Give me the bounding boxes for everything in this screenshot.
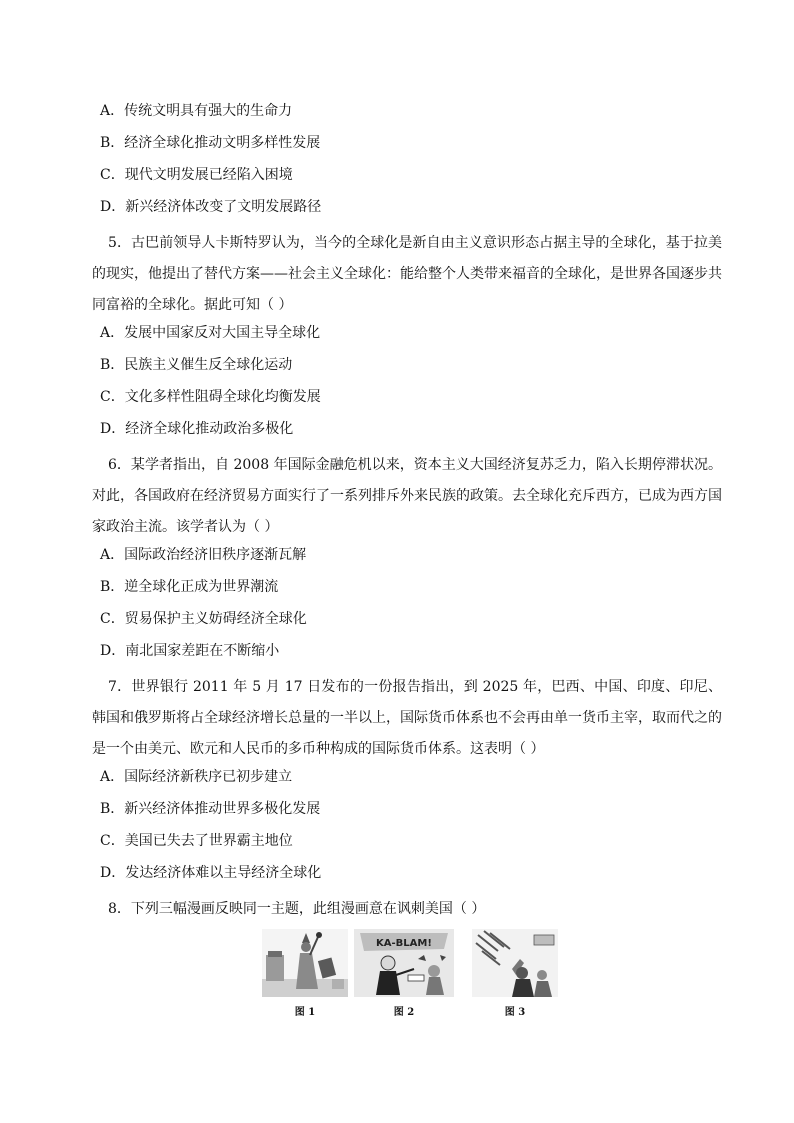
cartoon-1-image [262,929,348,997]
option-c: C．贸易保护主义妨碍经济全球化 [100,611,307,627]
cartoon-2-image [354,929,454,997]
option-a: A．国际经济新秩序已初步建立 [100,769,293,785]
prev-question-options [92,100,722,218]
cartoon-3-image [472,929,558,997]
option-d: D．经济全球化推动政治多极化 [100,421,294,437]
question-5 [92,228,722,440]
question-8 [92,894,722,925]
option-a: A．国际政治经济旧秩序逐渐瓦解 [100,547,307,563]
option-b: B．新兴经济体推动世界多极化发展 [100,801,321,817]
option-b: B．民族主义催生反全球化运动 [100,357,293,373]
question-stem: 6．某学者指出，自 2008 年国际金融危机以来，资本主义大国经济复苏乏力，陷入长期停滞状况。对此，各国政府在经济贸易方面实行了一系列排斥外来民族的政策。去全球化充斥西方，已成为西方国家政治主流。该学者认为（ ） [92,457,722,535]
figure-3-caption: 图 3 [504,1007,526,1018]
figure-1-caption: 图 1 [294,1007,316,1018]
option-a: A．发展中国家反对大国主导全球化 [100,325,321,341]
option-b: B．经济全球化推动文明多样性发展 [100,135,321,151]
cartoon-figures [258,929,558,1019]
option-d: D．南北国家差距在不断缩小 [100,643,280,659]
option-c: C．美国已失去了世界霸主地位 [100,833,293,849]
question-stem: 5．古巴前领导人卡斯特罗认为，当今的全球化是新自由主义意识形态占据主导的全球化，基于拉美的现实，他提出了替代方案——社会主义全球化：能给整个人类带来福音的全球化，是世界各国逐步共同富裕的全球化。据此可知（ ） [92,235,722,313]
question-content [92,100,722,926]
figure-2-caption: 图 2 [393,1007,415,1018]
option-b: B．逆全球化正成为世界潮流 [100,579,279,595]
option-d: D．新兴经济体改变了文明发展路径 [100,199,322,215]
cartoon-figure-1 [262,929,348,1018]
option-c: C．文化多样性阻碍全球化均衡发展 [100,389,321,405]
question-stem: 7．世界银行 2011 年 5 月 17 日发布的一份报告指出，到 2025 年，巴西、中国、印度、印尼、韩国和俄罗斯将占全球经济增长总量的一半以上，国际货币体系也不会再由单一货币主宰，取而代之的是一个由美元、欧元和人民币的多币种构成的国际货币体系。这表明（ ） [92,679,722,757]
option-c: C．现代文明发展已经陷入困境 [100,167,293,183]
question-7 [92,672,722,884]
cartoon-figure-2 [354,929,454,1018]
cartoon-figure-3 [472,929,558,1018]
question-stem: 8．下列三幅漫画反映同一主题，此组漫画意在讽刺美国（ ） [108,901,486,917]
option-a: A．传统文明具有强大的生命力 [100,103,293,119]
option-d: D．发达经济体难以主导经济全球化 [100,865,322,881]
question-6 [92,450,722,662]
cartoon-2-lettering: KA-BLAM! [376,938,432,949]
